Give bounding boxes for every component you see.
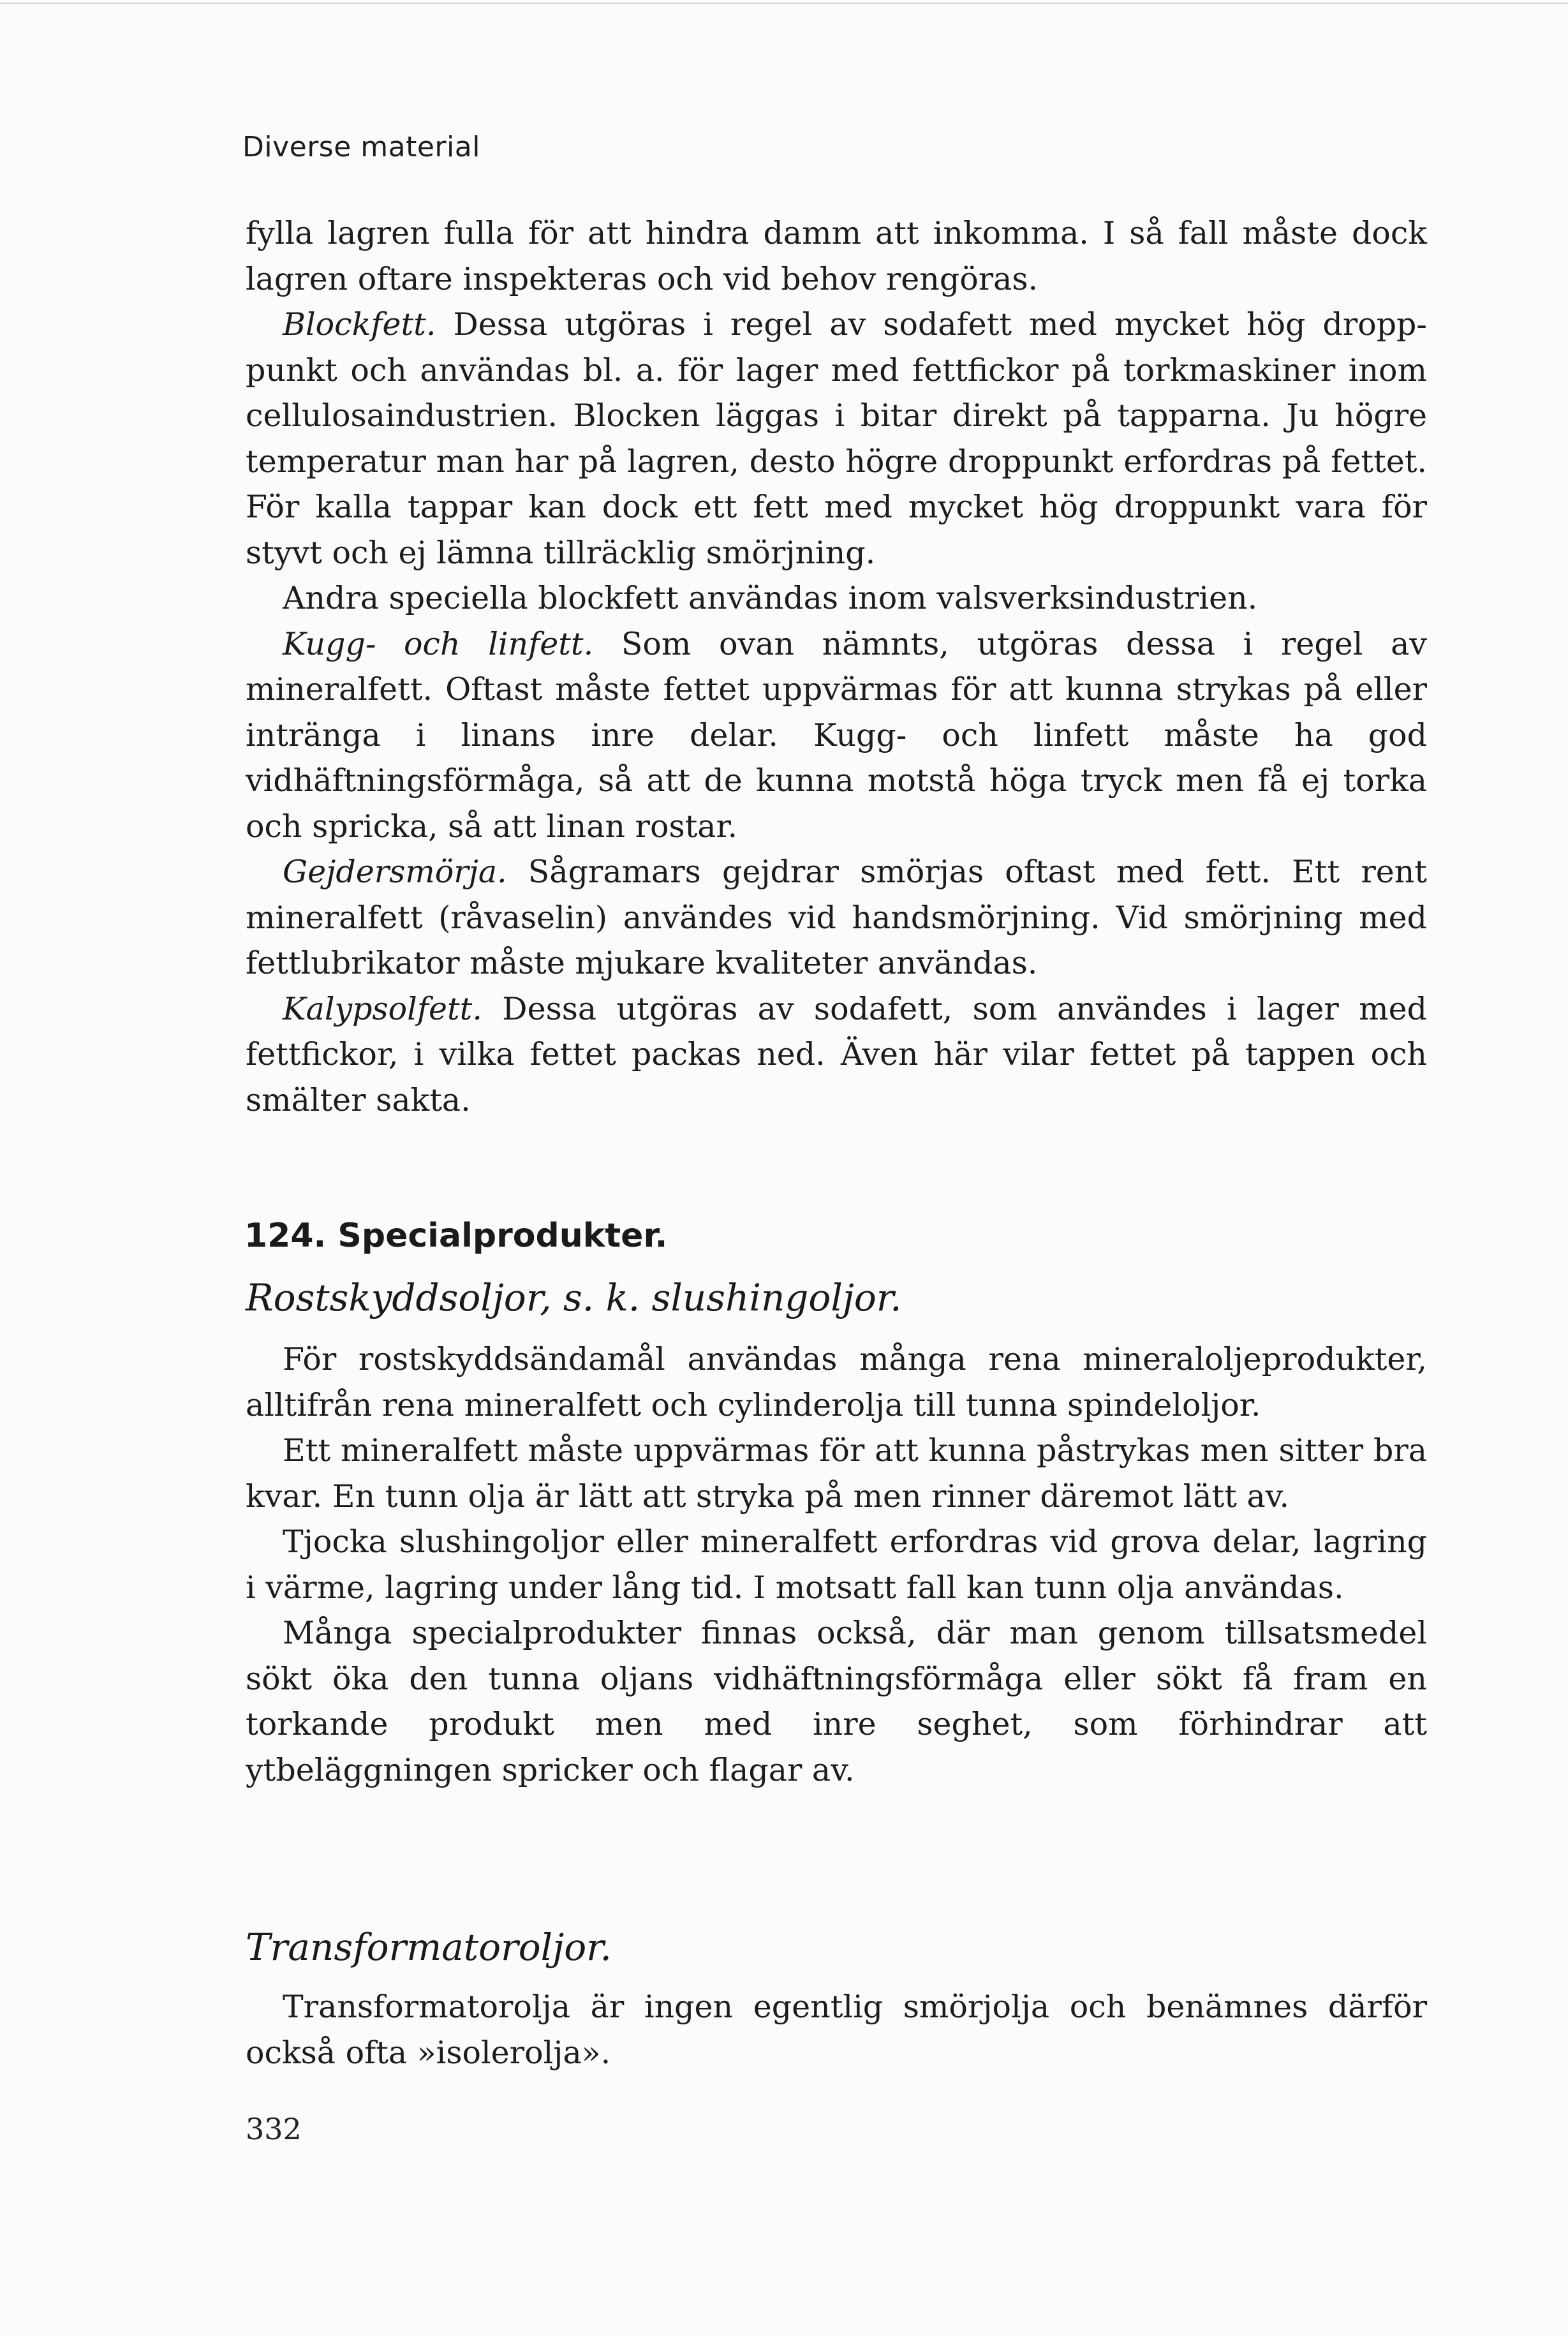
subheading-transformer-oils: Transformatoroljor. — [246, 1925, 612, 1969]
page-edge-line — [0, 3, 1568, 4]
paragraph-term: Blockfett. — [283, 306, 436, 343]
subheading-rust-protection-oils: Rostskyddsoljor, s. k. slushingoljor. — [246, 1276, 902, 1319]
paragraph: För rostskyddsändamål användas många rena mineraloljeprodukter, alltifrån rena mineralfett och cylinderolja till tunna spindeloljor. — [246, 1341, 1427, 1423]
section-heading: 124. Specialprodukter. — [244, 1217, 668, 1255]
lubricant-types-text — [246, 211, 1427, 1123]
paragraph: Ett mineralfett måste uppvärmas för att kunna påstrykas men sitter bra kvar. En tunn olja är lätt att stryka på men rinner däremot lätt av. — [246, 1432, 1427, 1515]
paragraph-text: Som ovan nämnts, utgöras dessa i regel av mineralfett. Oftast måste fettet uppvärmas för att kunna strykas på eller intränga i linans inre delar. Kugg- och linfett måste ha god vidhäftningsförmåga, så att de kunna motstå höga tryck men få ej torka och spricka, så att linan rostar. — [246, 625, 1427, 845]
transformer-oil-text — [246, 1984, 1427, 2075]
page-number: 332 — [246, 2112, 302, 2146]
paragraph-text: Dessa utgöras i regel av sodafett med mycket hög dropp-punkt och användas bl. a. för lager med fettfickor på torkmaskiner inom cellulosaindustrien. Blocken läggas i bitar direkt på tapparna. Ju högre temperatur man har på lagren, desto högre droppunkt erfordras på fettet. För kalla tappar kan dock ett fett med mycket hög droppunkt vara för styvt och ej lämna tillräcklig smörjning. — [246, 306, 1427, 571]
paragraph-term: Kalypsolfett. — [283, 990, 482, 1027]
paragraph-text: Dessa utgöras av sodafett, som användes i lager med fettfickor, i vilka fettet packas ned. Även här vilar fettet på tappen och smälter sakta. — [246, 990, 1427, 1118]
rust-protection-text — [246, 1337, 1427, 1793]
paragraph — [246, 986, 1427, 1124]
paragraph — [246, 621, 1427, 850]
paragraph-term: Gejdersmörja. — [283, 854, 507, 890]
running-head: Diverse material — [242, 131, 480, 163]
paragraph: Många specialprodukter finnas också, där man genom tillsatsmedel sökt öka den tunna oljans vidhäftningsförmåga eller sökt få fram en torkande produkt men med inre seghet, som förhindrar att ytbeläggningen spricker och flagar av. — [246, 1615, 1427, 1788]
paragraph-text: fylla lagren fulla för att hindra damm att inkomma. I så fall måste dock lagren oftare inspekteras och vid behov rengöras. — [246, 215, 1427, 297]
paragraph — [246, 849, 1427, 986]
paragraph — [246, 575, 1427, 621]
paragraph: Tjocka slushingoljor eller mineralfett erfordras vid grova delar, lagring i värme, lagring under lång tid. I motsatt fall kan tunn olja användas. — [246, 1524, 1427, 1606]
paragraph-text: Sågramars gejdrar smörjas oftast med fett. Ett rent mineralfett (råvaselin) användes vid handsmörjning. Vid smörjning med fettlubrikator måste mjukare kvaliteter användas. — [246, 854, 1427, 981]
paragraph — [246, 211, 1427, 302]
paragraph — [246, 302, 1427, 575]
paragraph-term: Kugg- och linfett. — [283, 625, 594, 662]
paragraph: Transformatorolja är ingen egentlig smörjolja och benämnes därför också ofta »isolerolja». — [246, 1989, 1427, 2071]
paragraph-text: Andra speciella blockfett användas inom valsverksindustrien. — [283, 580, 1258, 616]
